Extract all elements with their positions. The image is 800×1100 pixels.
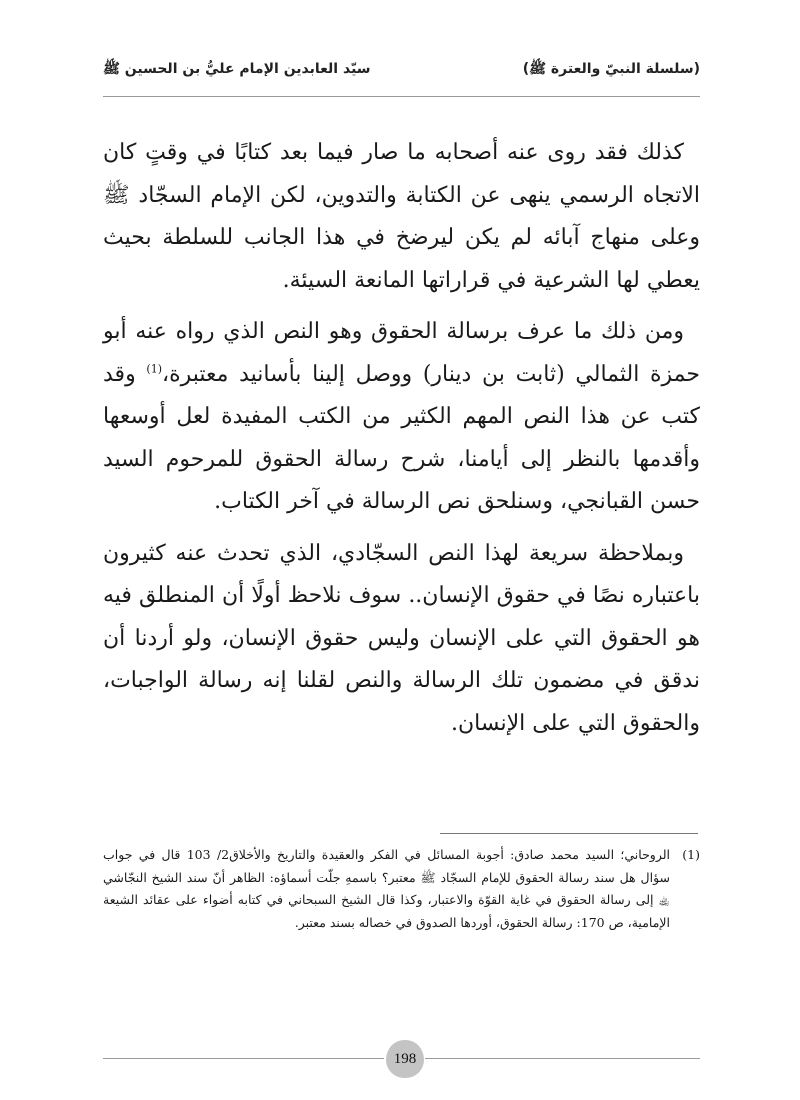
book-title: سيّد العابدين الإمام عليُّ بن الحسين ﷺ (103, 61, 371, 77)
footnote-text: الروحاني؛ السيد محمد صادق: أجوبة المسائل في الفكر والعقيدة والتاريخ والأخلاق2/ 103 قال في جواب سؤال هل سند رسالة الحقوق للإمام السجّاد ﷺ معتبر؟ باسمهِ جلّت أسماؤه: الظاهر أنّ سند الشيخ النجّاشي ﵀ إلى رسالة الحقوق في غاية القوّة والاعتبار، وكذا قال الشيخ السبحاني في كتابه أضواء على عقائد الشيعة الإمامية، ص 170: رسالة الحقوق، أوردها الصدوق في خصاله بسند معتبر. (103, 847, 671, 930)
paragraph-text: وقد كتب عن هذا النص المهم الكثير من الكتب المفيدة لعل أوسعها وأقدمها بالنظر إلى أيامنا، شرح رسالة الحقوق للمرحوم السيد حسن القبانجي، وسنلحق نص الرسالة في آخر الكتاب. (103, 361, 700, 514)
paragraph (103, 311, 700, 524)
header-divider (103, 96, 700, 97)
footnote-reference[interactable]: (1) (146, 362, 162, 376)
footnotes-section (103, 844, 700, 934)
series-title: (سلسلة النبيّ والعترة ﷺ) (522, 61, 700, 77)
paragraph: كذلك فقد روى عنه أصحابه ما صار فيما بعد كتابًا في وقتٍ كان الاتجاه الرسمي ينهى عن الكتابة والتدوين، لكن الإمام السجّاد ﷺ وعلى منهاج آبائه لم يكن ليرضخ في هذا الجانب للسلطة بحيث يعطي لها الشرعية في قراراتها المانعة السيئة. (103, 140, 700, 293)
page-number-badge (386, 1040, 424, 1078)
page-footer (103, 1040, 700, 1070)
main-body (103, 132, 700, 754)
footnote-number: (1) (682, 847, 700, 862)
footnote-divider (440, 833, 698, 834)
footer-divider-left (103, 1058, 384, 1059)
paragraph-text: ومن ذلك ما عرف برسالة الحقوق وهو النص الذي رواه عنه أبو حمزة الثمالي (ثابت بن دينار) ووصل إلينا بأسانيد معتبرة، (103, 319, 700, 387)
footer-divider-right (425, 1058, 700, 1059)
running-header (103, 58, 700, 82)
page-number: 198 (393, 1050, 417, 1067)
footnote (103, 844, 700, 934)
paragraph: وبملاحظة سريعة لهذا النص السجّادي، الذي تحدث عنه كثيرون باعتباره نصًا في حقوق الإنسان.. سوف نلاحظ أولًا أن المنطلق فيه هو الحقوق التي على الإنسان وليس حقوق الإنسان، ولو أردنا أن ندقق في مضمون تلك الرسالة والنص لقلنا إنه رسالة الواجبات، والحقوق التي على الإنسان. (103, 540, 700, 736)
